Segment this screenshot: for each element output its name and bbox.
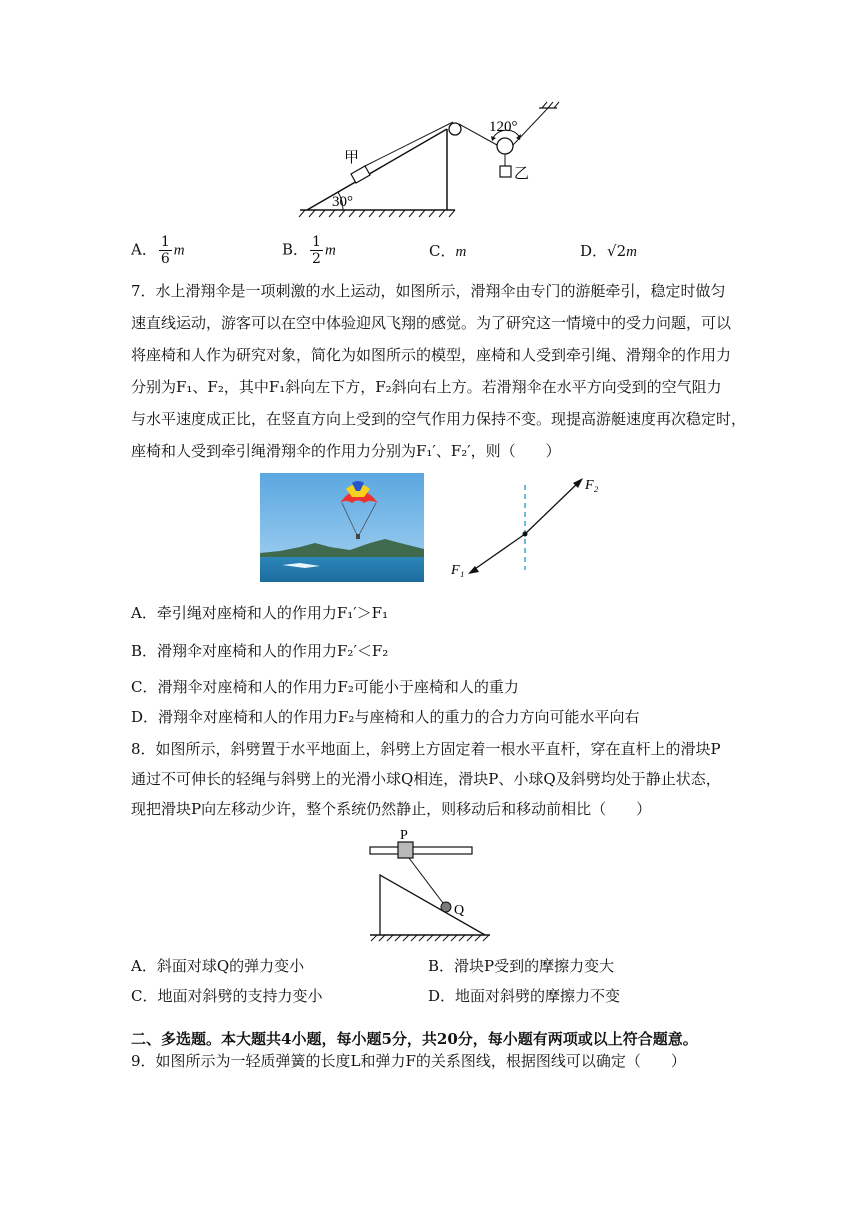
q8-option-d[interactable]: D．地面对斜劈的摩擦力不变 (428, 987, 621, 1005)
fig6-label-jia: 甲 (344, 150, 360, 166)
q7-line: 座椅和人受到牵引绳滑翔伞的作用力分别为F₁′、F₂′，则（ ） (131, 442, 561, 460)
q7-option-b[interactable]: B．滑翔伞对座椅和人的作用力F₂′＜F₂ (131, 642, 389, 660)
q7-stem (131, 275, 747, 467)
q8-line: 通过不可伸长的轻绳与斜劈上的光滑小球Q相连，滑块P、小球Q及斜劈均处于静止状态， (131, 770, 721, 788)
q6-b-num: 1 (312, 234, 321, 250)
q6-option-d[interactable]: D．√2m (580, 242, 637, 260)
wedge-slider-figure (365, 825, 495, 947)
fig6-angle-120: 120° (489, 119, 518, 135)
incline-pulley-figure (295, 100, 570, 220)
q7-line: 将座椅和人作为研究对象，简化为如图所示的模型，座椅和人受到牵引绳、滑翔伞的作用力 (131, 346, 732, 364)
q6-option-a[interactable]: A． $\frac{1}{6}$ m (131, 234, 185, 267)
force-diagram (445, 475, 605, 585)
q6-b-den: 2 (312, 251, 321, 267)
q8-line: 现把滑块P向左移动少许，整个系统仍然静止，则移动后和移动前相比（ ） (131, 800, 652, 818)
q7-line: 7．水上滑翔伞是一项刺激的水上运动，如图所示，滑翔伞由专门的游艇牵引，稳定时做匀 (131, 282, 726, 300)
q6-option-c[interactable]: C．m (429, 242, 467, 260)
q8-stem (131, 734, 731, 824)
q7-option-d[interactable]: D．滑翔伞对座椅和人的作用力F₂与座椅和人的重力的合力方向可能水平向右 (131, 708, 640, 726)
q8-option-c[interactable]: C．地面对斜劈的支持力变小 (131, 987, 323, 1005)
fig6-label-yi: 乙 (514, 166, 530, 182)
q7-line: 速直线运动，游客可以在空中体验迎风飞翔的感觉。为了研究这一情境中的受力问题，可以 (131, 314, 732, 332)
fig8-label-q: Q (454, 903, 465, 918)
q6-a-num: 1 (160, 234, 170, 250)
q6-a-den: 6 (160, 251, 170, 267)
q6-option-b[interactable]: B． $\frac{1}{2}$ m (282, 234, 336, 267)
q7-line: 分别为F₁、F₂，其中F₁斜向左下方，F₂斜向右上方。若滑翔伞在水平方向受到的空气阻力 (131, 378, 722, 396)
fig6-angle-30: 30° (332, 194, 353, 210)
q8-line: 8．如图所示，斜劈置于水平地面上，斜劈上方固定着一根水平直杆，穿在直杆上的滑块P (131, 740, 721, 758)
force-label-f1: F₁ (451, 563, 465, 578)
q7-line: 与水平速度成正比，在竖直方向上受到的空气作用力保持不变。现提高游艇速度再次稳定时， (131, 410, 747, 428)
fig8-label-p: P (400, 828, 408, 843)
q8-option-a[interactable]: A．斜面对球Q的弹力变小 (131, 957, 305, 975)
q7-option-a[interactable]: A．牵引绳对座椅和人的作用力F₁′＞F₁ (131, 604, 389, 622)
force-label-f2: F₂ (585, 478, 599, 493)
section-heading: 二、多选题。本大题共4小题，每小题5分，共20分，每小题有两项或以上符合题意。 (131, 1030, 698, 1048)
q8-option-b[interactable]: B．滑块P受到的摩擦力变大 (428, 957, 615, 975)
parasailing-photo (260, 473, 424, 582)
q9-stem: 9．如图所示为一轻质弹簧的长度L和弹力F的关系图线，根据图线可以确定（ ） (131, 1052, 686, 1070)
q7-option-c[interactable]: C．滑翔伞对座椅和人的作用力F₂可能小于座椅和人的重力 (131, 678, 519, 696)
